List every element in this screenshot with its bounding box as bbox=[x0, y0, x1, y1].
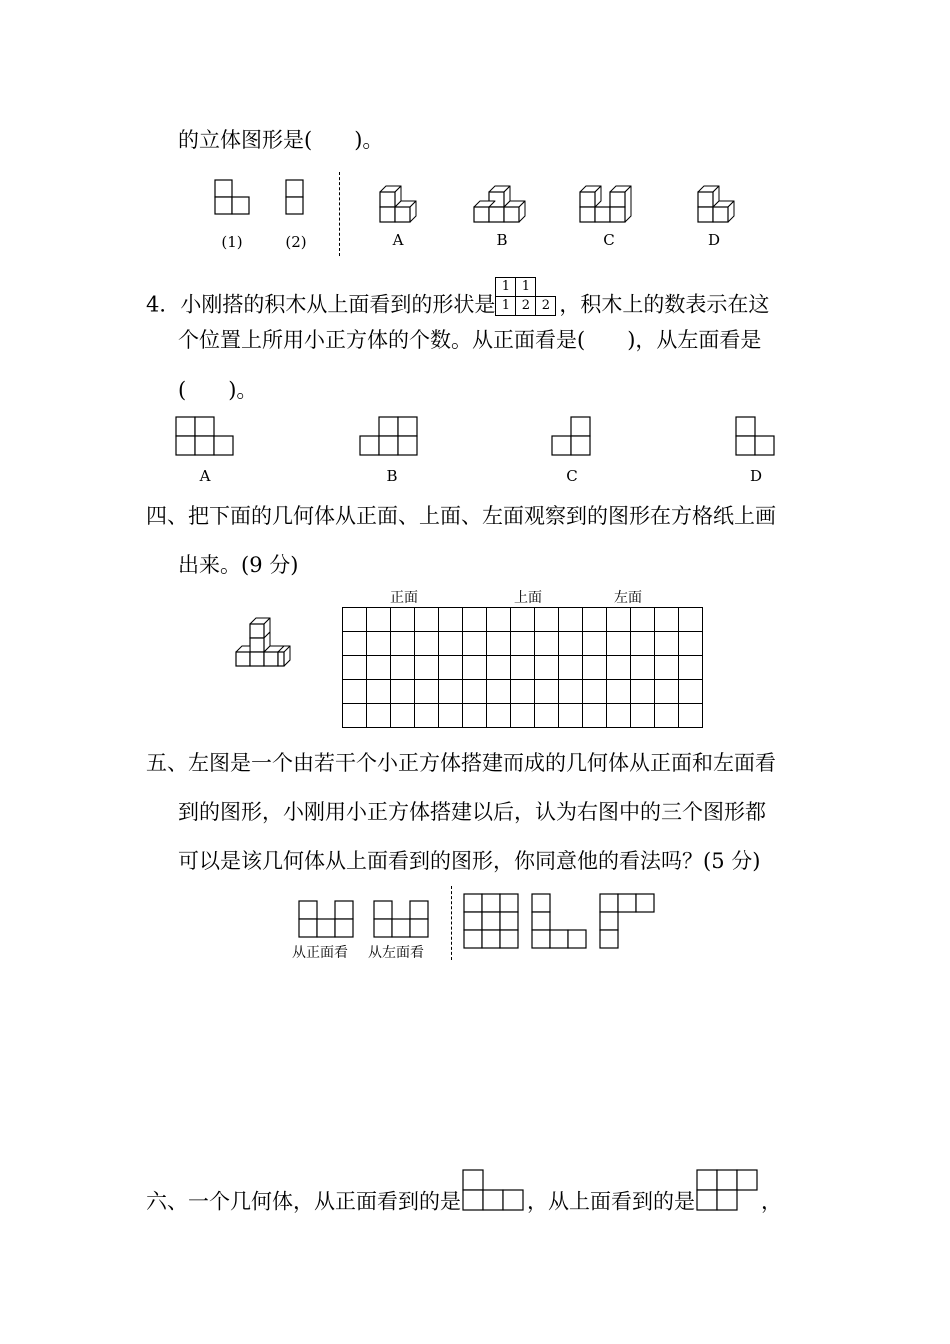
grid-cell[interactable] bbox=[535, 632, 559, 656]
q3-option-c-label: C bbox=[603, 231, 615, 249]
grid-cell[interactable] bbox=[415, 680, 439, 704]
grid-cell[interactable] bbox=[583, 632, 607, 656]
grid-cell[interactable] bbox=[439, 680, 463, 704]
grid-cell[interactable] bbox=[511, 608, 535, 632]
grid-cell[interactable] bbox=[511, 704, 535, 728]
q3-option-b-label: B bbox=[496, 231, 508, 249]
s5-caption-front: 从正面看 bbox=[292, 945, 348, 961]
grid-cell[interactable] bbox=[415, 656, 439, 680]
grid-cell[interactable] bbox=[583, 704, 607, 728]
grid-cell[interactable] bbox=[343, 680, 367, 704]
grid-cell[interactable] bbox=[535, 680, 559, 704]
grid-cell[interactable] bbox=[679, 656, 703, 680]
grid-cell[interactable] bbox=[487, 608, 511, 632]
grid-cell[interactable] bbox=[487, 656, 511, 680]
grid-cell[interactable] bbox=[679, 704, 703, 728]
grid-cell[interactable] bbox=[607, 656, 631, 680]
q3-option-a-figure bbox=[378, 180, 428, 226]
s4-solid-figure bbox=[228, 610, 298, 680]
grid-cell[interactable] bbox=[439, 632, 463, 656]
grid-cell[interactable] bbox=[391, 632, 415, 656]
s5-line-2: 到的图形，小刚用小正方体搭建以后，认为右图中的三个图形都 bbox=[178, 800, 766, 824]
grid-cell[interactable] bbox=[439, 656, 463, 680]
s5-divider bbox=[451, 886, 452, 960]
grid-cell[interactable] bbox=[583, 656, 607, 680]
q3-option-a-label: A bbox=[392, 231, 404, 249]
grid-cell[interactable] bbox=[463, 632, 487, 656]
grid-cell[interactable] bbox=[631, 608, 655, 632]
grid-cell[interactable] bbox=[655, 608, 679, 632]
q3-view-1-figure bbox=[213, 178, 253, 218]
grid-cell[interactable] bbox=[679, 608, 703, 632]
grid-cell[interactable] bbox=[367, 656, 391, 680]
q4-cell-2: 1 bbox=[515, 277, 536, 297]
grid-cell[interactable] bbox=[415, 608, 439, 632]
q4-option-b-label: B bbox=[386, 467, 398, 485]
grid-cell[interactable] bbox=[559, 656, 583, 680]
drawing-grid[interactable] bbox=[342, 607, 703, 728]
s5-caption-left: 从左面看 bbox=[368, 945, 424, 961]
q4-option-d-label: D bbox=[749, 467, 763, 485]
grid-label-top: 上面 bbox=[514, 590, 542, 606]
grid-cell[interactable] bbox=[415, 632, 439, 656]
s5-line-1: 五、左图是一个由若干个小正方体搭建而成的几何体从正面和左面看 bbox=[146, 751, 776, 775]
s6-line bbox=[146, 1180, 782, 1226]
q3-option-d-label: D bbox=[707, 231, 721, 249]
grid-cell[interactable] bbox=[487, 680, 511, 704]
q4-top-view-figure bbox=[495, 277, 559, 317]
grid-cell[interactable] bbox=[679, 680, 703, 704]
q3-option-b-figure bbox=[472, 180, 534, 226]
q3-view-1-label: (1) bbox=[221, 233, 243, 251]
s5-top-option-1-figure bbox=[462, 892, 524, 954]
q3-line: 的立体图形是( )。 bbox=[178, 128, 384, 152]
grid-cell[interactable] bbox=[655, 656, 679, 680]
s5-left-view-figure bbox=[372, 899, 434, 941]
grid-cell[interactable] bbox=[391, 608, 415, 632]
grid-cell[interactable] bbox=[463, 680, 487, 704]
grid-cell[interactable] bbox=[631, 704, 655, 728]
q4-cell-5: 2 bbox=[535, 296, 556, 316]
grid-label-front: 正面 bbox=[390, 590, 418, 606]
q3-view-2-label: (2) bbox=[285, 233, 307, 251]
grid-cell[interactable] bbox=[535, 704, 559, 728]
q3-divider bbox=[339, 172, 340, 256]
q3-option-c-figure bbox=[578, 180, 640, 226]
q4-line-1-suffix: ，积木上的数表示在这 bbox=[559, 292, 770, 317]
s4-line-2: 出来。(9 分) bbox=[178, 553, 299, 577]
q4-line-1 bbox=[146, 279, 770, 326]
grid-cell[interactable] bbox=[511, 632, 535, 656]
s6-top-view-figure bbox=[695, 1168, 761, 1214]
grid-cell[interactable] bbox=[559, 704, 583, 728]
grid-cell[interactable] bbox=[511, 680, 535, 704]
s5-top-option-3-figure bbox=[598, 892, 660, 954]
grid-cell[interactable] bbox=[391, 656, 415, 680]
grid-cell[interactable] bbox=[487, 704, 511, 728]
grid-cell[interactable] bbox=[607, 632, 631, 656]
s6-part-2: ，从上面看到的是 bbox=[527, 1189, 695, 1214]
grid-cell[interactable] bbox=[655, 632, 679, 656]
grid-cell[interactable] bbox=[391, 704, 415, 728]
grid-cell[interactable] bbox=[655, 680, 679, 704]
grid-cell[interactable] bbox=[463, 704, 487, 728]
grid-cell[interactable] bbox=[607, 608, 631, 632]
grid-cell[interactable] bbox=[583, 680, 607, 704]
grid-cell[interactable] bbox=[367, 680, 391, 704]
s6-front-view-figure bbox=[461, 1168, 527, 1214]
grid-cell[interactable] bbox=[343, 704, 367, 728]
s5-line-3: 可以是该几何体从上面看到的图形，你同意他的看法吗？(5 分) bbox=[178, 849, 761, 873]
s6-part-3: ， bbox=[761, 1189, 782, 1214]
q4-option-a-label: A bbox=[199, 467, 211, 485]
grid-cell[interactable] bbox=[607, 704, 631, 728]
grid-label-left: 左面 bbox=[614, 590, 642, 606]
grid-cell[interactable] bbox=[535, 656, 559, 680]
q4-option-c-label: C bbox=[566, 467, 578, 485]
grid-cell[interactable] bbox=[463, 608, 487, 632]
q4-cell-4: 2 bbox=[515, 296, 536, 316]
grid-cell[interactable] bbox=[367, 608, 391, 632]
q4-line-2: 个位置上所用小正方体的个数。从正面看是( )，从左面看是 bbox=[178, 328, 762, 352]
grid-cell[interactable] bbox=[343, 632, 367, 656]
q4-cell-3: 1 bbox=[495, 296, 516, 316]
s4-line-1: 四、把下面的几何体从正面、上面、左面观察到的图形在方格纸上画 bbox=[146, 504, 776, 528]
grid-cell[interactable] bbox=[487, 632, 511, 656]
q3-view-2-figure bbox=[284, 178, 306, 218]
s5-top-option-2-figure bbox=[530, 892, 592, 954]
grid-cell[interactable] bbox=[583, 608, 607, 632]
q4-option-c-figure bbox=[550, 415, 594, 459]
grid-cell[interactable] bbox=[631, 656, 655, 680]
grid-cell[interactable] bbox=[343, 608, 367, 632]
grid-cell[interactable] bbox=[463, 656, 487, 680]
grid-cell[interactable] bbox=[655, 704, 679, 728]
grid-cell[interactable] bbox=[631, 680, 655, 704]
s5-front-view-figure bbox=[297, 899, 359, 941]
s6-part-1: 六、一个几何体，从正面看到的是 bbox=[146, 1189, 461, 1214]
grid-cell[interactable] bbox=[535, 608, 559, 632]
grid-cell[interactable] bbox=[439, 704, 463, 728]
grid-cell[interactable] bbox=[631, 632, 655, 656]
q4-line-3: ( )。 bbox=[178, 378, 258, 402]
grid-cell[interactable] bbox=[391, 680, 415, 704]
grid-cell[interactable] bbox=[415, 704, 439, 728]
grid-cell[interactable] bbox=[367, 632, 391, 656]
grid-cell[interactable] bbox=[367, 704, 391, 728]
q4-option-b-figure bbox=[358, 415, 420, 459]
grid-cell[interactable] bbox=[559, 608, 583, 632]
q4-cell-1: 1 bbox=[495, 277, 516, 297]
q3-option-d-figure bbox=[696, 180, 746, 226]
grid-cell[interactable] bbox=[679, 632, 703, 656]
grid-cell[interactable] bbox=[343, 656, 367, 680]
q4-option-d-figure bbox=[734, 415, 778, 459]
grid-cell[interactable] bbox=[607, 680, 631, 704]
grid-cell[interactable] bbox=[439, 608, 463, 632]
grid-cell[interactable] bbox=[559, 632, 583, 656]
grid-cell[interactable] bbox=[559, 680, 583, 704]
q4-prefix: 4．小刚搭的积木从上面看到的形状是 bbox=[146, 292, 496, 317]
q4-option-a-figure bbox=[174, 415, 236, 459]
grid-cell[interactable] bbox=[511, 656, 535, 680]
